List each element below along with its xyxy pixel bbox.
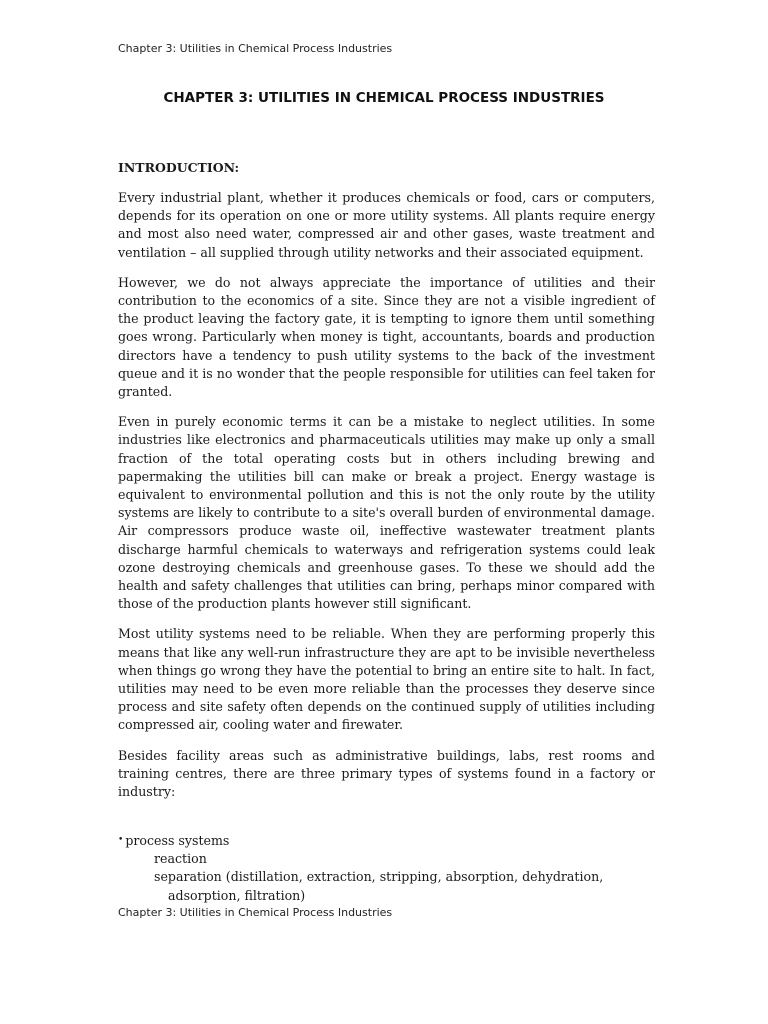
- sub-list-item: separation (distillation, extraction, stripping, absorption, dehydration, adsorption, filtration): [154, 869, 604, 903]
- system-types-list: [118, 831, 658, 905]
- chapter-title: CHAPTER 3: UTILITIES IN CHEMICAL PROCESS INDUSTRIES: [163, 90, 605, 106]
- bullet-icon: •: [118, 835, 124, 845]
- paragraph-5: Besides facility areas such as administrative buildings, labs, rest rooms and training centres, there are three primary types of systems found in a factory or industry:: [118, 747, 655, 800]
- section-heading: INTRODUCTION:: [118, 160, 240, 175]
- list-item-label: process systems: [125, 833, 230, 848]
- list-item: [118, 831, 658, 850]
- sub-list-item: reaction: [154, 851, 207, 867]
- paragraph-1: Every industrial plant, whether it produces chemicals or food, cars or computers, depends for its operation on one or more utility systems. All plants require energy and most also need water, compressed air and other gases, waste treatment and ventilation – all supplied through utility networks and their associated equipment.: [118, 190, 655, 260]
- running-footer: Chapter 3: Utilities in Chemical Process Industries: [118, 906, 393, 919]
- body-text: [118, 189, 655, 813]
- paragraph-4: Most utility systems need to be reliable. When they are performing properly this means that like any well-run infrastructure they are apt to be invisible nevertheless when things go wrong they have the potential to bring an entire site to halt. In fact, utilities may need to be even more reliable than the processes they deserve since process and site safety often depends on the continued supply of utilities including compressed air, cooling water and firewater.: [118, 626, 655, 733]
- paragraph-3: Even in purely economic terms it can be a mistake to neglect utilities. In some industries like electronics and pharmaceuticals utilities may make up only a small fraction of the total operating costs but in others including brewing and papermaking the utilities bill can make or break a project. Energy wastage is equivalent to environmental pollution and this is not the only route by the utility systems are likely to contribute to a site's overall burden of environmental damage. Air compressors produce waste oil, ineffective wastewater treatment plants discharge harmful chemicals to waterways and refrigeration systems could leak ozone destroying chemicals and greenhouse gases. To these we should add the health and safety challenges that utilities can bring, perhaps minor compared with those of the production plants however still significant.: [118, 414, 655, 612]
- paragraph-2: However, we do not always appreciate the importance of utilities and their contribution to the economics of a site. Since they are not a visible ingredient of the product leaving the factory gate, it is tempting to ignore them until something goes wrong. Particularly when money is tight, accountants, boards and production directors have a tendency to push utility systems to the back of the investment queue and it is no wonder that the people responsible for utilities can feel taken for granted.: [118, 274, 655, 400]
- running-header: Chapter 3: Utilities in Chemical Process Industries: [118, 42, 393, 55]
